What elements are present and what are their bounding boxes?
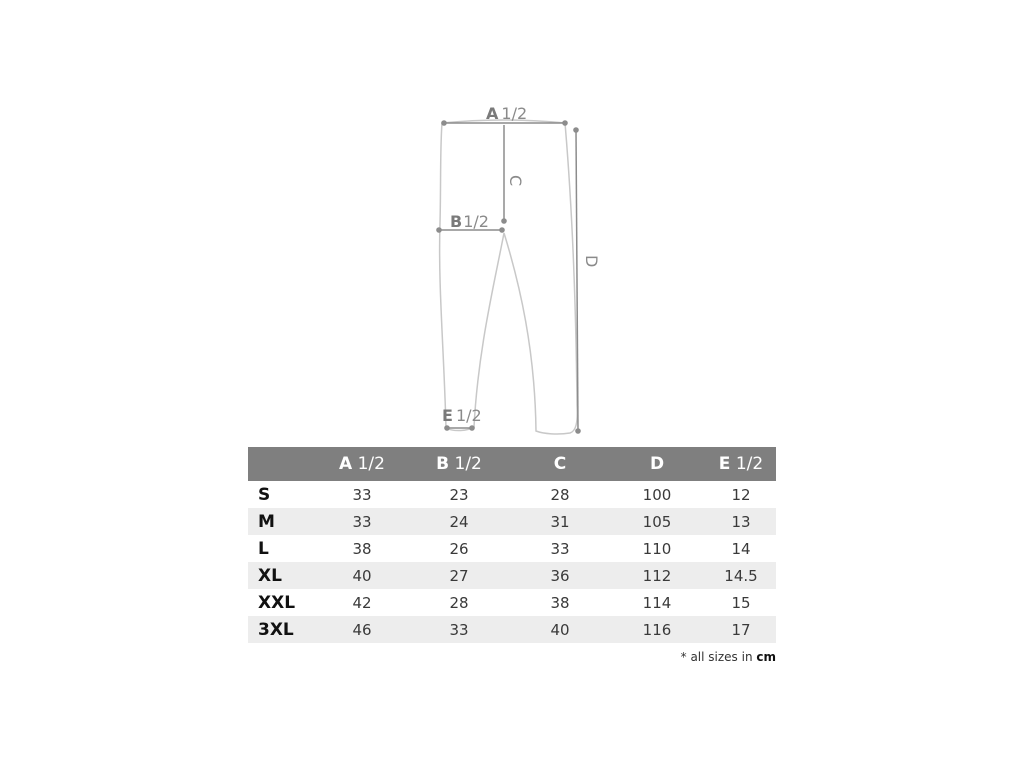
value-cell: 14 <box>731 539 751 558</box>
size-cell: M <box>258 511 275 532</box>
header-d: D <box>649 454 665 474</box>
label-d: D <box>582 255 601 268</box>
table-row <box>248 616 776 643</box>
size-chart-table <box>248 447 776 643</box>
value-cell: 40 <box>550 620 570 639</box>
size-cell: S <box>258 484 271 505</box>
value-cell: 14.5 <box>724 566 758 585</box>
table-row <box>248 481 776 508</box>
value-cell: 23 <box>449 485 469 504</box>
pants-measurement-diagram <box>420 95 620 440</box>
value-cell: 105 <box>642 512 672 531</box>
header-c: C <box>553 454 567 474</box>
label-c: C <box>506 175 525 187</box>
table-row <box>248 535 776 562</box>
header-size <box>248 447 318 481</box>
units-footnote <box>681 650 776 664</box>
value-cell: 46 <box>352 620 372 639</box>
footnote-text: * all sizes in <box>680 650 757 664</box>
value-cell: 15 <box>731 593 751 612</box>
value-cell: 26 <box>449 539 469 558</box>
value-cell: 31 <box>550 512 570 531</box>
value-cell: 13 <box>731 512 751 531</box>
value-cell: 112 <box>642 566 672 585</box>
value-cell: 33 <box>449 620 469 639</box>
value-cell: 116 <box>642 620 672 639</box>
pants-outline <box>440 120 578 434</box>
table-header-row <box>248 447 776 481</box>
table-row <box>248 508 776 535</box>
value-cell: 17 <box>731 620 751 639</box>
table-row <box>248 562 776 589</box>
header-a: A 1/2 <box>339 454 385 474</box>
value-cell: 33 <box>550 539 570 558</box>
value-cell: 36 <box>550 566 570 585</box>
table-row <box>248 589 776 616</box>
value-cell: 100 <box>642 485 672 504</box>
value-cell: 28 <box>449 593 469 612</box>
value-cell: 28 <box>550 485 570 504</box>
value-cell: 114 <box>642 593 672 612</box>
label-b: B1/2 <box>450 212 489 231</box>
label-a: A 1/2 <box>486 104 528 123</box>
value-cell: 38 <box>352 539 372 558</box>
value-cell: 110 <box>642 539 672 558</box>
header-b: B 1/2 <box>436 454 482 474</box>
footnote-unit: cm <box>756 650 776 664</box>
header-e: E 1/2 <box>718 454 764 474</box>
size-cell: XXL <box>258 592 296 613</box>
size-cell: 3XL <box>258 619 294 640</box>
value-cell: 33 <box>352 485 372 504</box>
value-cell: 42 <box>352 593 372 612</box>
value-cell: 38 <box>550 593 570 612</box>
value-cell: 24 <box>449 512 469 531</box>
value-cell: 12 <box>731 485 751 504</box>
label-e: E 1/2 <box>442 406 482 425</box>
value-cell: 40 <box>352 566 372 585</box>
size-cell: L <box>258 538 269 559</box>
value-cell: 27 <box>449 566 469 585</box>
size-cell: XL <box>258 565 282 586</box>
value-cell: 33 <box>352 512 372 531</box>
